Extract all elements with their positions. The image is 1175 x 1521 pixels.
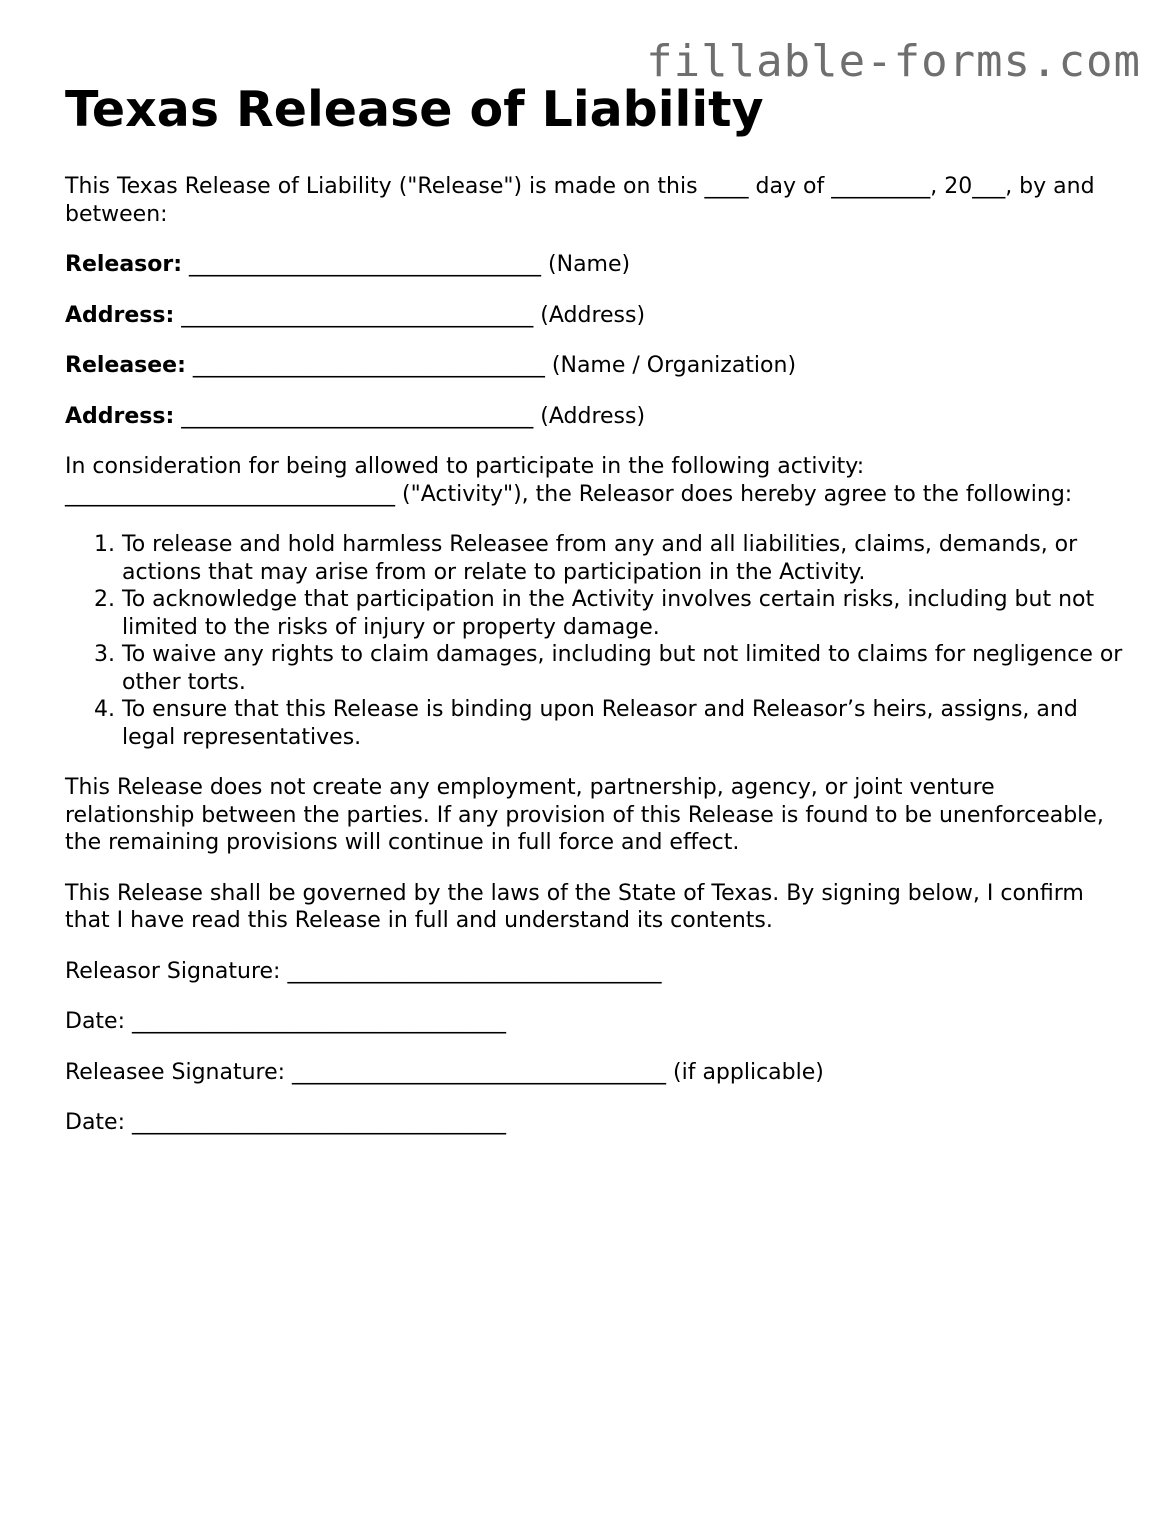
releasee-address-blank[interactable]: ________________________________ <box>181 403 534 429</box>
releasee-label: Releasee: <box>65 353 186 378</box>
terms-list-item: 3. To waive any rights to claim damages, including but not limited to claims for negligence or other torts. <box>122 641 1125 696</box>
releasor-address-line <box>65 302 1125 330</box>
releasor-address-blank[interactable]: ________________________________ <box>181 302 534 328</box>
relationship-paragraph: This Release does not create any employment, partnership, agency, or joint venture relationship between the parties. If any provision of this Release is found to be unenforceable, the remaining provisions will continue in full force and effect. <box>65 775 1104 855</box>
terms-list-item: 2. To acknowledge that participation in the Activity involves certain risks, including but not limited to the risks of injury or property damage. <box>122 586 1125 641</box>
consideration-paragraph: In consideration for being allowed to participate in the following activity: ______________________________ ("Activity"), the Releasor does hereby agree to the following: <box>65 454 1073 507</box>
releasor-name-hint: (Name) <box>548 252 631 277</box>
releasor-address-label: Address: <box>65 302 175 328</box>
releasor-address-hint: (Address) <box>540 302 646 328</box>
releasor-label: Releasor: <box>65 252 183 277</box>
document-body <box>65 80 1125 1160</box>
releasee-name-blank[interactable]: ________________________________ <box>192 353 545 378</box>
releasee-name-line <box>65 352 1125 380</box>
releasee-address-hint: (Address) <box>540 403 646 429</box>
releasee-name-hint: (Name / Organization) <box>551 353 797 378</box>
document-title: Texas Release of Liability <box>65 81 764 138</box>
watermark: fillable-forms.com <box>646 36 1141 87</box>
releasor-name-blank[interactable]: ________________________________ <box>189 252 542 277</box>
intro-paragraph: This Texas Release of Liability ("Release") is made on this ____ day of _________, 20___, by and between: <box>65 174 1095 227</box>
releasee-date-line[interactable]: Date: __________________________________ <box>65 1110 506 1135</box>
releasee-signature-line[interactable]: Releasee Signature: __________________________________ (if applicable) <box>65 1059 824 1085</box>
releasor-name-line <box>65 251 1125 279</box>
terms-list-item: 4. To ensure that this Release is binding upon Releasor and Releasor’s heirs, assigns, and legal representatives. <box>122 696 1125 751</box>
terms-list <box>65 531 1125 751</box>
releasor-signature-line[interactable]: Releasor Signature: __________________________________ <box>65 958 662 984</box>
releasee-address-label: Address: <box>65 403 175 429</box>
releasor-date-line[interactable]: Date: __________________________________ <box>65 1009 506 1034</box>
governing-law-paragraph: This Release shall be governed by the laws of the State of Texas. By signing below, I confirm that I have read this Release in full and understand its contents. <box>65 880 1084 933</box>
terms-list-item: 1. To release and hold harmless Releasee from any and all liabilities, claims, demands, or actions that may arise from or relate to participation in the Activity. <box>122 531 1125 586</box>
releasee-address-line <box>65 403 1125 431</box>
